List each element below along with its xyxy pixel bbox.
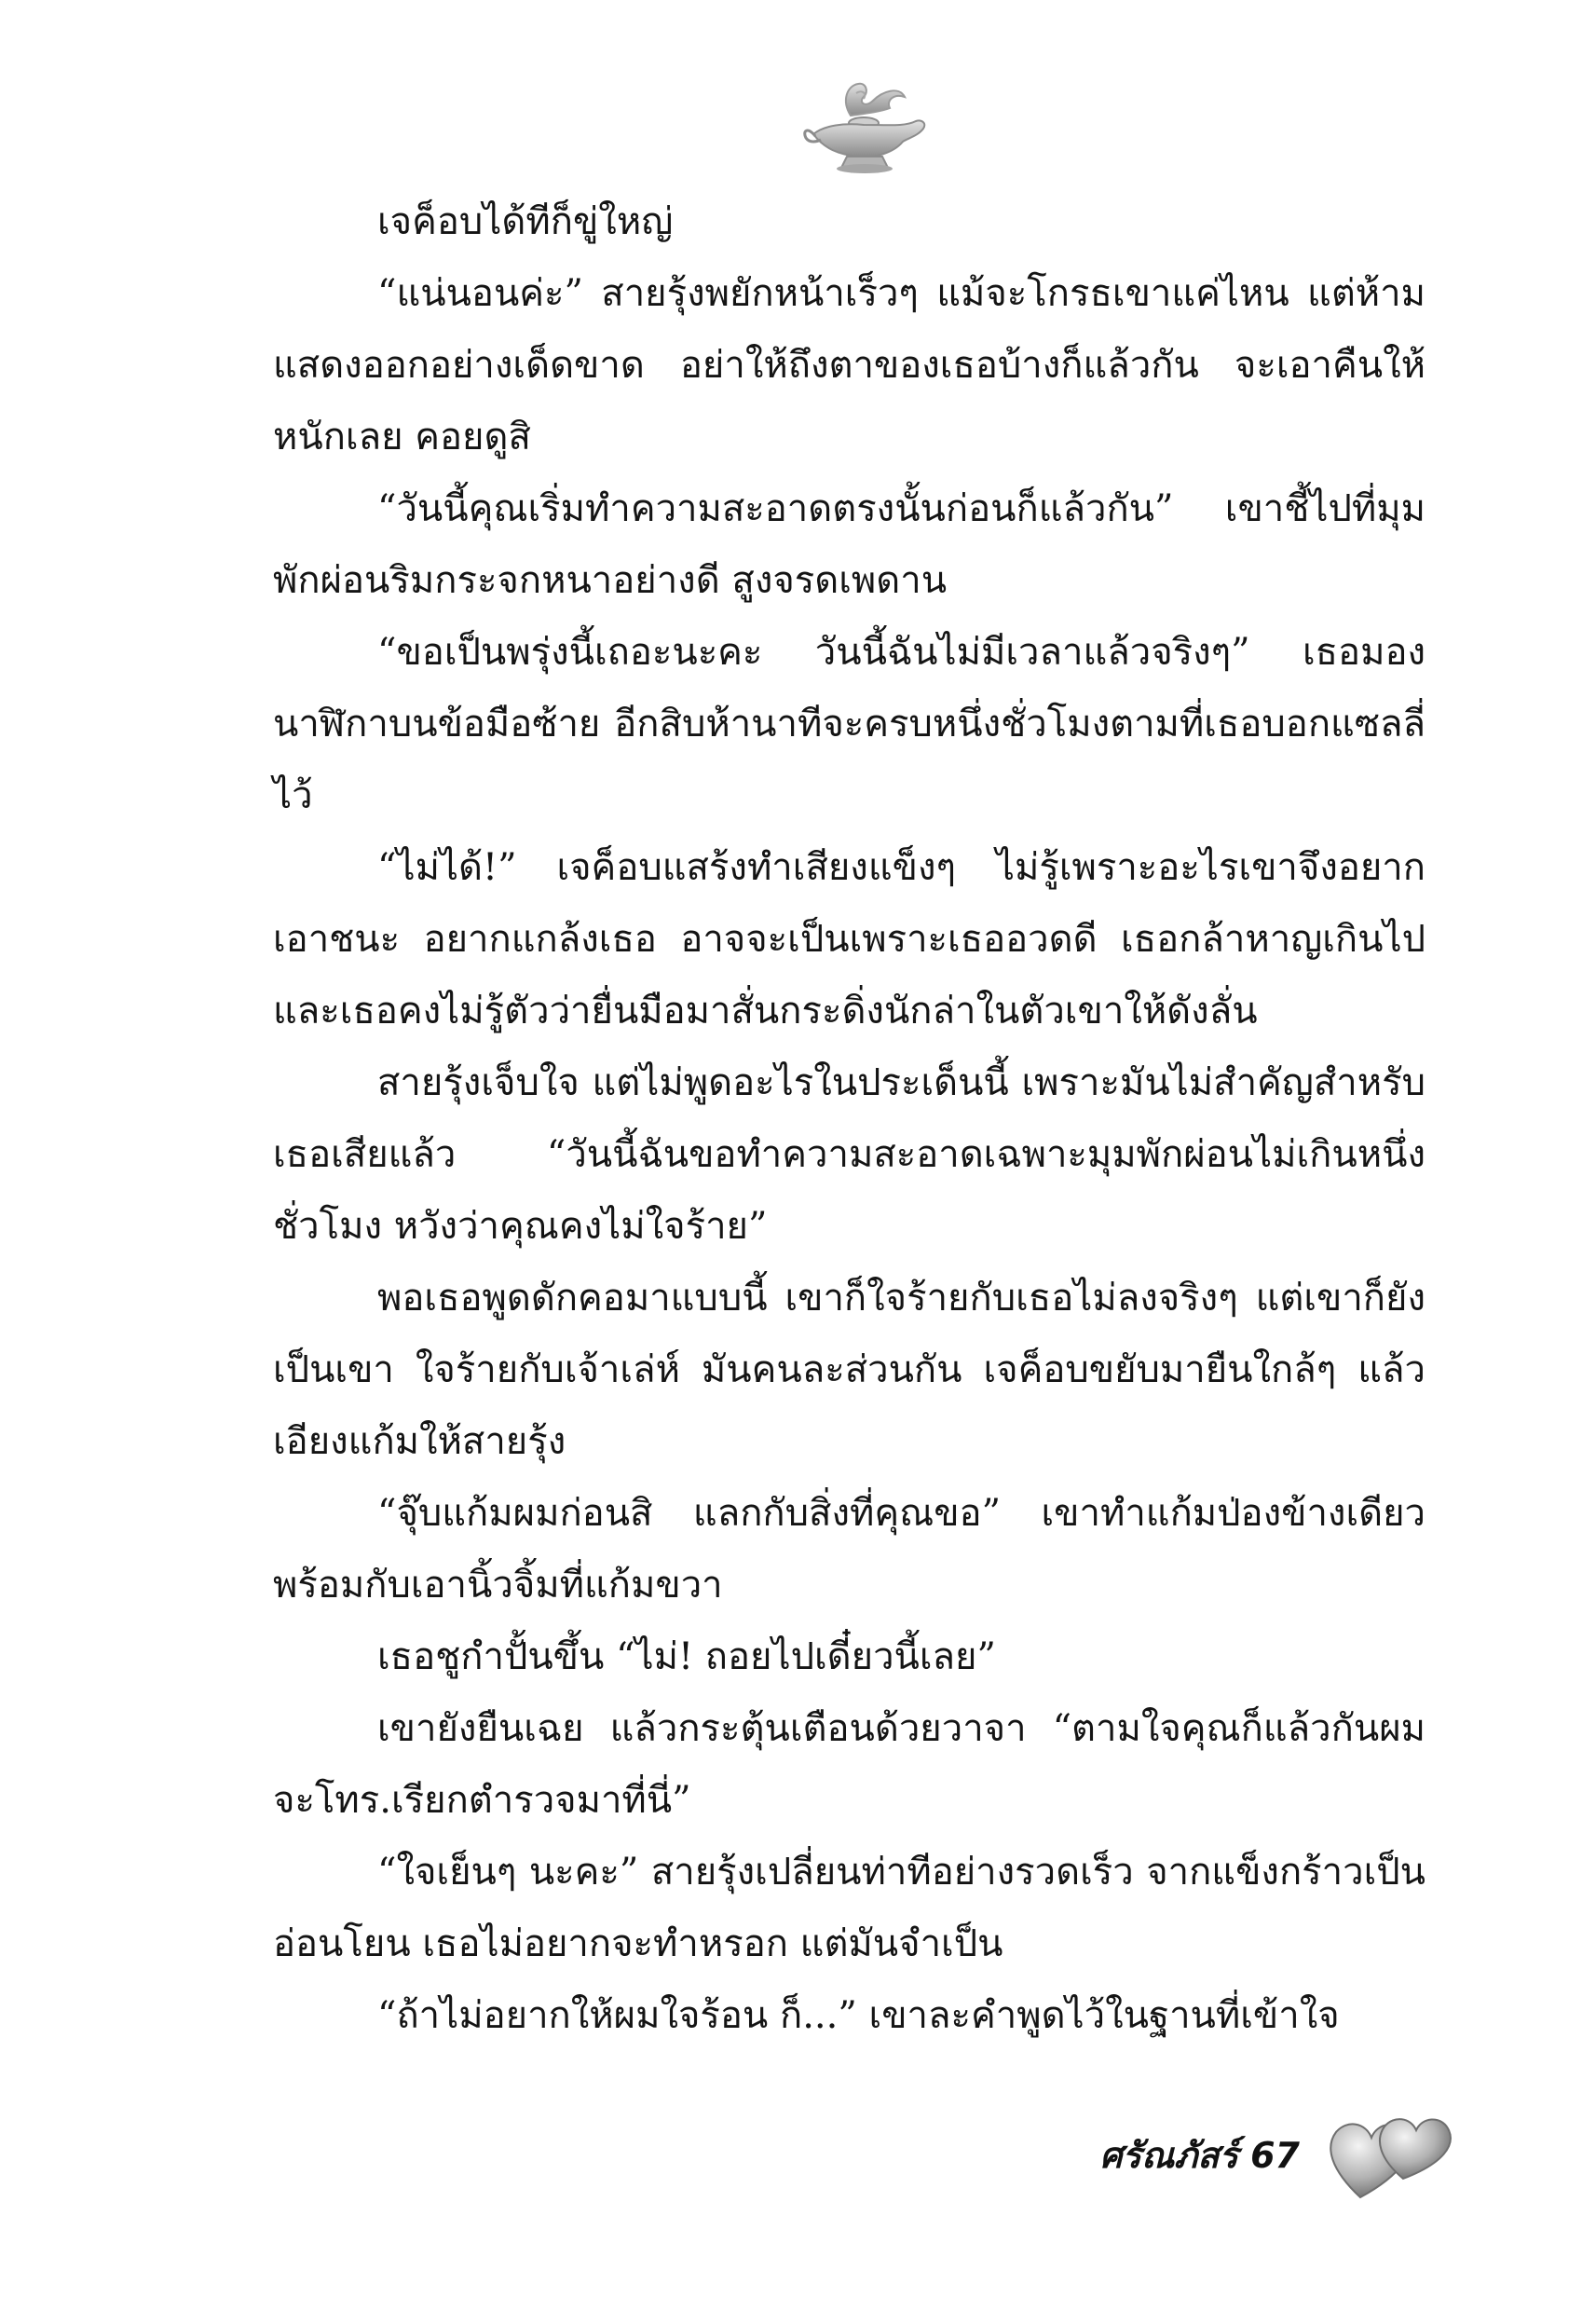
genie-lamp-icon [797, 73, 936, 177]
book-title: ศรัณภัสร์ [1099, 2135, 1238, 2176]
body-text [273, 186, 1425, 2052]
paragraph: “วันนี้คุณเริ่มทำความสะอาดตรงนั้นก่อนก็แล้วกัน” เขาชี้ไปที่มุมพักผ่อนริมกระจกหนาอย่างดี สูงจรดเพดาน [273, 487, 1425, 602]
hearts-icon [1323, 2097, 1458, 2204]
paragraph: “ใจเย็นๆ นะคะ” สายรุ้งเปลี่ยนท่าทีอย่างรวดเร็ว จากแข็งกร้าวเป็นอ่อนโยน เธอไม่อยากจะทำหรอก แต่มันจำเป็น [273, 1851, 1425, 1965]
page-number: 67 [1250, 2135, 1300, 2176]
page-footer [1057, 2126, 1300, 2183]
paragraph: “แน่นอนค่ะ” สายรุ้งพยักหน้าเร็วๆ แม้จะโกรธเขาแค่ไหน แต่ห้ามแสดงออกอย่างเด็ดขาด อย่าให้ถึงตาของเธอบ้างก็แล้วกัน จะเอาคืนให้หนักเลย คอยดูสิ [273, 272, 1425, 458]
paragraph: พอเธอพูดดักคอมาแบบนี้ เขาก็ใจร้ายกับเธอไม่ลงจริงๆ แต่เขาก็ยังเป็นเขา ใจร้ายกับเจ้าเล่ห์ มันคนละส่วนกัน เจค็อบขยับมายืนใกล้ๆ แล้วเอียงแก้มให้สายรุ้ง [273, 1277, 1425, 1463]
paragraph: “ถ้าไม่อยากให้ผมใจร้อน ก็...” เขาละคำพูดไว้ในฐานที่เข้าใจ [377, 1994, 1340, 2037]
paragraph: เขายังยืนเฉย แล้วกระตุ้นเตือนด้วยวาจา “ตามใจคุณก็แล้วกันผมจะโทร.เรียกตำรวจมาที่นี่” [273, 1707, 1425, 1822]
paragraph: “ขอเป็นพรุ่งนี้เถอะนะคะ วันนี้ฉันไม่มีเวลาแล้วจริงๆ” เธอมองนาฬิกาบนข้อมือซ้าย อีกสิบห้านาทีจะครบหนึ่งชั่วโมงตามที่เธอบอกแซลลี่ไว้ [273, 631, 1425, 817]
paragraph: “จุ๊บแก้มผมก่อนสิ แลกกับสิ่งที่คุณขอ” เขาทำแก้มป่องข้างเดียวพร้อมกับเอานิ้วจิ้มที่แก้มขวา [273, 1492, 1425, 1607]
paragraph: “ไม่ได้!” เจค็อบแสร้งทำเสียงแข็งๆ ไม่รู้เพราะอะไรเขาจึงอยากเอาชนะ อยากแกล้งเธอ อาจจะเป็นเพราะเธออวดดี เธอกล้าหาญเกินไปและเธอคงไม่รู้ตัวว่ายื่นมือมาสั่นกระดิ่งนักล่าในตัวเขาให้ดังลั่น [273, 846, 1425, 1032]
paragraph: เธอชูกำปั้นขึ้น “ไม่! ถอยไปเดี๋ยวนี้เลย” [377, 1635, 996, 1678]
paragraph: เจค็อบได้ทีก็ขู่ใหญ่ [377, 200, 674, 243]
paragraph: สายรุ้งเจ็บใจ แต่ไม่พูดอะไรในประเด็นนี้ เพราะมันไม่สำคัญสำหรับเธอเสียแล้ว “วันนี้ฉันขอทำความสะอาดเฉพาะมุมพักผ่อนไม่เกินหนึ่งชั่วโมง หวังว่าคุณคงไม่ใจร้าย” [273, 1061, 1425, 1248]
